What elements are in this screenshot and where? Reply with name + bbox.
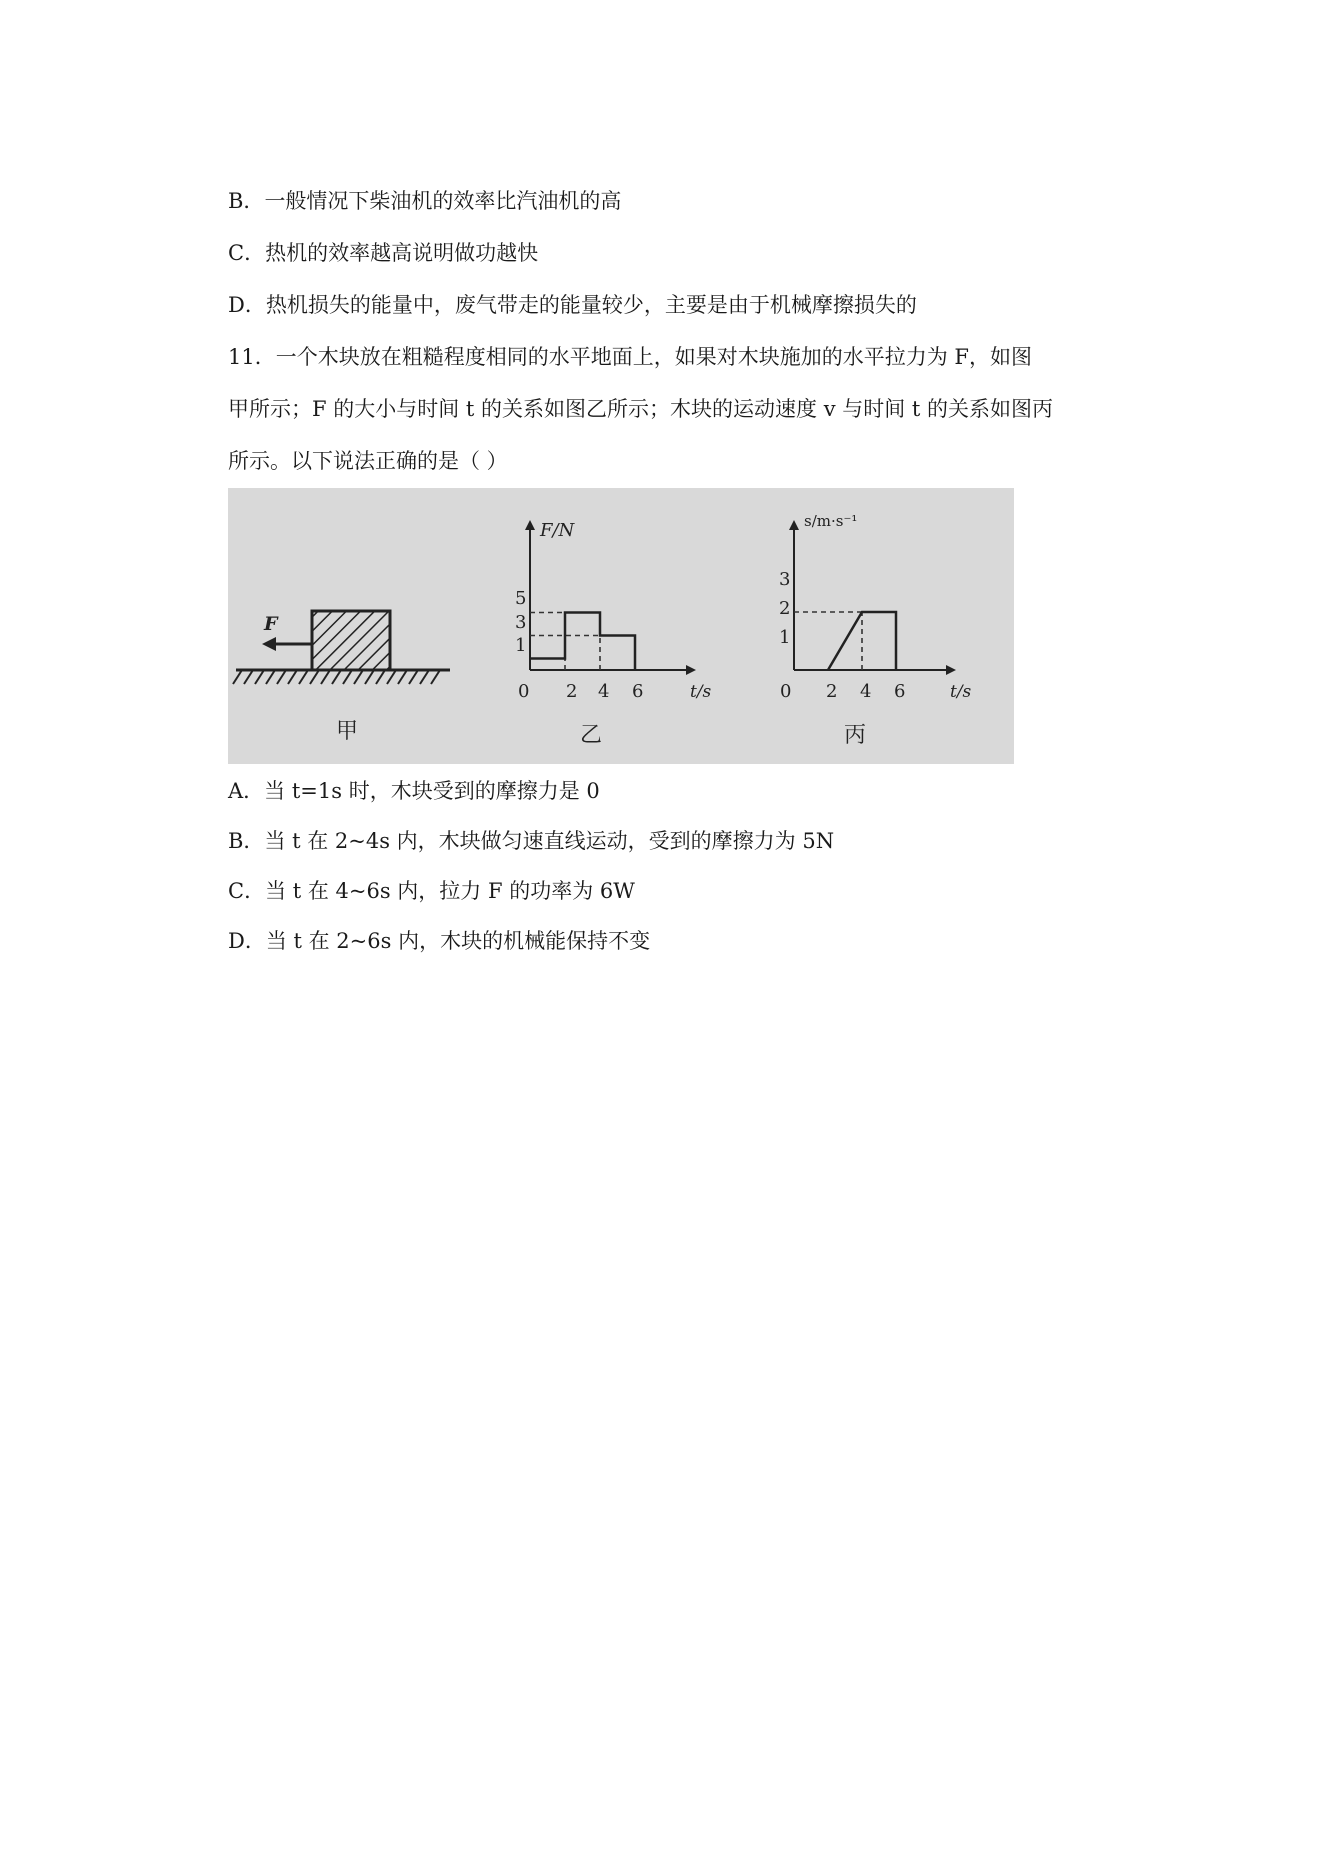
x-tick-label: 4: [598, 681, 610, 702]
option-label: D．: [228, 929, 266, 953]
option-label: B．: [228, 829, 265, 853]
y-tick-label: 1: [515, 635, 527, 656]
x-axis-label: t/s: [690, 682, 712, 702]
x-tick-label: 2: [566, 681, 578, 702]
question-text: 一个木块放在粗糙程度相同的水平地面上，如果对木块施加的水平拉力为 F，如图: [275, 345, 1032, 369]
question-text: 所示。以下说法正确的是（ ）: [228, 449, 508, 473]
option-prev-c: [228, 238, 538, 268]
y-tick-label: 3: [515, 612, 527, 633]
question-line-2: [228, 394, 1053, 424]
option-text: 热机的效率越高说明做功越快: [265, 241, 539, 265]
option-prev-d: [228, 290, 917, 320]
y-tick-label: 1: [779, 627, 791, 648]
option-prev-b: [228, 186, 621, 216]
origin-label: 0: [518, 681, 530, 702]
option-label: D．: [228, 293, 266, 317]
x-tick-label: 6: [632, 681, 644, 702]
x-axis-label: t/s: [950, 682, 972, 702]
question-line-1: [228, 342, 1032, 372]
question-text: 甲所示；F 的大小与时间 t 的关系如图乙所示；木块的运动速度 v 与时间 t 的关系如图丙: [228, 397, 1054, 421]
caption-jia: 甲: [336, 719, 359, 744]
force-label: F: [264, 613, 278, 635]
y-tick-label: 2: [779, 598, 791, 619]
question-line-3: [228, 446, 508, 476]
caption-yi: 乙: [580, 723, 603, 748]
option-label: A．: [228, 779, 265, 803]
option-a: [228, 776, 600, 806]
y-tick-label: 3: [779, 569, 791, 590]
option-label: C．: [228, 879, 266, 903]
option-text: 当 t 在 2~6s 内，木块的机械能保持不变: [265, 929, 651, 953]
figure-panel: [228, 488, 1014, 764]
option-text: 当 t=1s 时，木块受到的摩擦力是 0: [264, 779, 600, 803]
caption-bing: 丙: [844, 723, 867, 748]
option-label: B．: [228, 189, 265, 213]
option-text: 当 t 在 2~4s 内，木块做匀速直线运动，受到的摩擦力为 5N: [264, 829, 835, 853]
y-tick-label: 5: [515, 588, 527, 609]
option-c: [228, 876, 635, 906]
y-axis-label: F/N: [540, 520, 575, 541]
x-tick-label: 4: [860, 681, 872, 702]
wood-block: [312, 611, 390, 670]
option-d: [228, 926, 650, 956]
question-number: 11．: [228, 345, 276, 369]
origin-label: 0: [780, 681, 792, 702]
option-text: 一般情况下柴油机的效率比汽油机的高: [264, 189, 622, 213]
option-b: [228, 826, 834, 856]
option-text: 热机损失的能量中，废气带走的能量较少，主要是由于机械摩擦损失的: [265, 293, 917, 317]
x-tick-label: 6: [894, 681, 906, 702]
option-label: C．: [228, 241, 266, 265]
y-axis-label: s/m·s⁻¹: [804, 512, 858, 530]
option-text: 当 t 在 4~6s 内，拉力 F 的功率为 6W: [265, 879, 635, 903]
x-tick-label: 2: [826, 681, 838, 702]
